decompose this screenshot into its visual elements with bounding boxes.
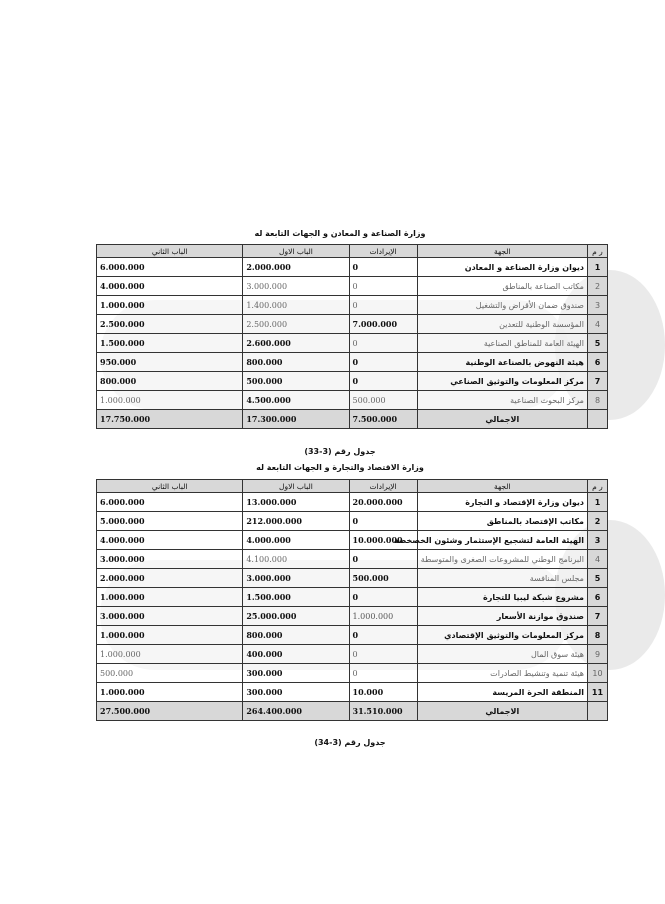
row-chapter2: 1.500.000 xyxy=(97,334,243,353)
row-revenue: 0 xyxy=(349,512,417,531)
row-chapter1: 300.000 xyxy=(243,683,349,702)
row-num: 10 xyxy=(587,664,607,683)
table-row xyxy=(97,664,608,683)
row-revenue: 20.000.000 xyxy=(349,493,417,512)
header-chapter2: الباب الثاني xyxy=(97,480,243,493)
row-num: 1 xyxy=(587,493,607,512)
row-chapter1: 3.000.000 xyxy=(243,569,349,588)
row-num: 3 xyxy=(587,296,607,315)
header-revenue: الإيرادات xyxy=(349,480,417,493)
table-row xyxy=(97,512,608,531)
row-entity: المؤسسة الوطنية للتعدين xyxy=(417,315,587,334)
row-entity: هيئة سوق المال xyxy=(417,645,587,664)
table-row xyxy=(97,569,608,588)
row-chapter2: 800.000 xyxy=(97,372,243,391)
row-num: 2 xyxy=(587,277,607,296)
row-chapter1: 400.000 xyxy=(243,645,349,664)
row-entity: مكاتب الإقتصاد بالمناطق xyxy=(417,512,587,531)
table-row xyxy=(97,626,608,645)
table-row xyxy=(97,334,608,353)
row-chapter2: 1.000.000 xyxy=(97,683,243,702)
row-revenue: 0 xyxy=(349,626,417,645)
row-entity: ديوان وزارة الإقتصاد و التجارة xyxy=(417,493,587,512)
row-chapter2: 1.000.000 xyxy=(97,391,243,410)
total-label: الاجمالي xyxy=(417,410,587,429)
row-chapter2: 4.000.000 xyxy=(97,277,243,296)
row-revenue: 1.000.000 xyxy=(349,607,417,626)
row-chapter2: 500.000 xyxy=(97,664,243,683)
row-chapter1: 300.000 xyxy=(243,664,349,683)
row-chapter1: 13.000.000 xyxy=(243,493,349,512)
table-row xyxy=(97,493,608,512)
total-chapter2: 27.500.000 xyxy=(97,702,243,721)
row-chapter2: 2.500.000 xyxy=(97,315,243,334)
row-num: 3 xyxy=(587,531,607,550)
row-num: 4 xyxy=(587,315,607,334)
row-chapter2: 3.000.000 xyxy=(97,607,243,626)
row-entity: مركز البحوث الصناعية xyxy=(417,391,587,410)
row-entity: مركز المعلومات والتوثيق الصناعي xyxy=(417,372,587,391)
table-total-row xyxy=(97,702,608,721)
row-entity: هيئة النهوض بالصناعة الوطنية xyxy=(417,353,587,372)
row-chapter2: 3.000.000 xyxy=(97,550,243,569)
row-entity: مركز المعلومات والتوثيق الإقتصادي xyxy=(417,626,587,645)
row-revenue: 7.000.000 xyxy=(349,315,417,334)
ministry-industry-table xyxy=(96,244,608,429)
row-chapter1: 2.500.000 xyxy=(243,315,349,334)
row-num: 7 xyxy=(587,372,607,391)
total-chapter1: 264.400.000 xyxy=(243,702,349,721)
header-entity: الجهة xyxy=(417,245,587,258)
row-entity: الهيئة العامة للمناطق الصناعية xyxy=(417,334,587,353)
row-entity: مكاتب الصناعة بالمناطق xyxy=(417,277,587,296)
row-chapter2: 1.000.000 xyxy=(97,626,243,645)
total-label: الاجمالي xyxy=(417,702,587,721)
row-revenue: 0 xyxy=(349,296,417,315)
row-chapter1: 1.400.000 xyxy=(243,296,349,315)
total-num xyxy=(587,410,607,429)
row-num: 7 xyxy=(587,607,607,626)
row-chapter1: 4.000.000 xyxy=(243,531,349,550)
row-entity: صندوق موازنة الأسعار xyxy=(417,607,587,626)
header-chapter2: الباب الثاني xyxy=(97,245,243,258)
row-num: 11 xyxy=(587,683,607,702)
ministry-economy-table xyxy=(96,479,608,721)
table2-caption: جدول رقم (3-34) xyxy=(314,738,386,747)
row-entity: صندوق ضمان الأقراض والتشغيل xyxy=(417,296,587,315)
total-revenue: 7.500.000 xyxy=(349,410,417,429)
row-revenue: 0 xyxy=(349,372,417,391)
header-chapter1: الباب الاول xyxy=(243,480,349,493)
row-chapter2: 4.000.000 xyxy=(97,531,243,550)
row-chapter2: 1.000.000 xyxy=(97,588,243,607)
row-num: 1 xyxy=(587,258,607,277)
row-entity: هيئة تنمية وتنشيط الصادرات xyxy=(417,664,587,683)
row-revenue: 0 xyxy=(349,588,417,607)
row-chapter2: 950.000 xyxy=(97,353,243,372)
row-revenue: 500.000 xyxy=(349,569,417,588)
row-chapter2: 1.000.000 xyxy=(97,296,243,315)
total-chapter2: 17.750.000 xyxy=(97,410,243,429)
row-chapter2: 2.000.000 xyxy=(97,569,243,588)
total-num xyxy=(587,702,607,721)
row-revenue: 0 xyxy=(349,258,417,277)
row-entity: الهيئة العامة لتشجيع الإستثمار وشئون الخصخصة xyxy=(417,531,587,550)
header-num: ر م xyxy=(587,245,607,258)
row-revenue: 0 xyxy=(349,277,417,296)
header-num: ر م xyxy=(587,480,607,493)
row-chapter1: 1.500.000 xyxy=(243,588,349,607)
row-chapter1: 2.000.000 xyxy=(243,258,349,277)
total-chapter1: 17.300.000 xyxy=(243,410,349,429)
row-revenue: 500.000 xyxy=(349,391,417,410)
row-chapter2: 6.000.000 xyxy=(97,258,243,277)
row-num: 2 xyxy=(587,512,607,531)
header-entity: الجهة xyxy=(417,480,587,493)
table-row xyxy=(97,372,608,391)
row-chapter1: 25.000.000 xyxy=(243,607,349,626)
row-chapter1: 500.000 xyxy=(243,372,349,391)
row-num: 6 xyxy=(587,588,607,607)
table-row xyxy=(97,683,608,702)
row-chapter1: 4.500.000 xyxy=(243,391,349,410)
table-total-row xyxy=(97,410,608,429)
row-revenue: 10.000.000 xyxy=(349,531,417,550)
table-row xyxy=(97,645,608,664)
row-revenue: 0 xyxy=(349,353,417,372)
header-revenue: الإيرادات xyxy=(349,245,417,258)
table-header-row xyxy=(97,245,608,258)
row-num: 5 xyxy=(587,334,607,353)
row-num: 8 xyxy=(587,391,607,410)
row-revenue: 0 xyxy=(349,645,417,664)
row-chapter2: 5.000.000 xyxy=(97,512,243,531)
row-num: 4 xyxy=(587,550,607,569)
table-row xyxy=(97,588,608,607)
table-row xyxy=(97,353,608,372)
row-num: 9 xyxy=(587,645,607,664)
table-row xyxy=(97,391,608,410)
header-chapter1: الباب الاول xyxy=(243,245,349,258)
row-revenue: 0 xyxy=(349,334,417,353)
row-chapter1: 2.600.000 xyxy=(243,334,349,353)
row-revenue: 0 xyxy=(349,550,417,569)
row-num: 5 xyxy=(587,569,607,588)
row-num: 6 xyxy=(587,353,607,372)
row-revenue: 10.000 xyxy=(349,683,417,702)
table1-title: وزارة الصناعة و المعادن و الجهات التابعة له xyxy=(254,229,426,238)
table-row xyxy=(97,315,608,334)
total-revenue: 31.510.000 xyxy=(349,702,417,721)
table-row xyxy=(97,607,608,626)
table-row xyxy=(97,258,608,277)
row-chapter2: 6.000.000 xyxy=(97,493,243,512)
row-entity: البرنامج الوطني للمشروعات الصغرى والمتوسطة xyxy=(417,550,587,569)
row-entity: ديوان وزارة الصناعة و المعادن xyxy=(417,258,587,277)
table-row xyxy=(97,277,608,296)
row-entity: مجلس المنافسة xyxy=(417,569,587,588)
table-header-row xyxy=(97,480,608,493)
table2-title: وزارة الاقتصاد والتجارة و الجهات التابعة له xyxy=(256,463,424,472)
row-chapter1: 4.100.000 xyxy=(243,550,349,569)
row-revenue: 0 xyxy=(349,664,417,683)
row-chapter2: 1.000.000 xyxy=(97,645,243,664)
row-entity: مشروع شبكة ليبيا للتجارة xyxy=(417,588,587,607)
row-num: 8 xyxy=(587,626,607,645)
row-entity: المنطقة الحرة المريسة xyxy=(417,683,587,702)
row-chapter1: 3.000.000 xyxy=(243,277,349,296)
table-row xyxy=(97,531,608,550)
table-row xyxy=(97,296,608,315)
row-chapter1: 212.000.000 xyxy=(243,512,349,531)
row-chapter1: 800.000 xyxy=(243,626,349,645)
row-chapter1: 800.000 xyxy=(243,353,349,372)
table1-caption: جدول رقم (3-33) xyxy=(304,447,376,456)
table-row xyxy=(97,550,608,569)
